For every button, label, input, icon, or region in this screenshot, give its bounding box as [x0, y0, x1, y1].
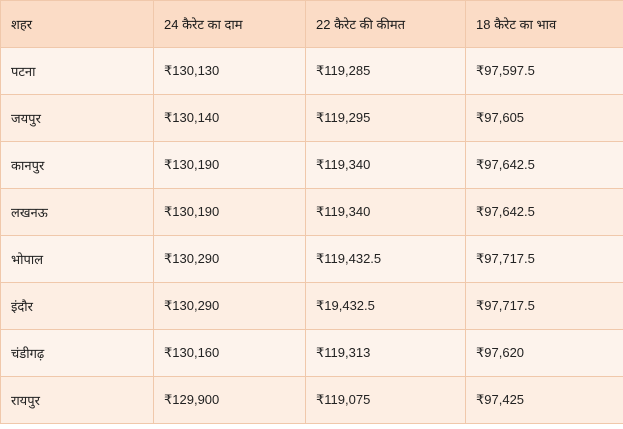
cell-rate-18k: ₹97,642.5: [466, 142, 623, 189]
column-header-18k: 18 कैरेट का भाव: [466, 1, 623, 48]
cell-rate-24k: ₹130,190: [154, 142, 306, 189]
cell-rate-22k: ₹119,340: [306, 189, 466, 236]
table-row: [1, 283, 623, 330]
cell-rate-24k: ₹130,130: [154, 48, 306, 95]
table-body: [1, 48, 623, 424]
column-header-22k: 22 कैरेट की कीमत: [306, 1, 466, 48]
table-row: [1, 142, 623, 189]
table-header-row: [1, 1, 623, 48]
cell-rate-18k: ₹97,425: [466, 377, 623, 424]
cell-rate-18k: ₹97,717.5: [466, 283, 623, 330]
cell-rate-22k: ₹119,295: [306, 95, 466, 142]
cell-rate-24k: ₹130,190: [154, 189, 306, 236]
cell-city: रायपुर: [1, 377, 154, 424]
cell-city: जयपुर: [1, 95, 154, 142]
cell-rate-18k: ₹97,642.5: [466, 189, 623, 236]
table-row: [1, 377, 623, 424]
table-row: [1, 236, 623, 283]
table-row: [1, 189, 623, 236]
cell-rate-24k: ₹130,160: [154, 330, 306, 377]
cell-rate-22k: ₹119,285: [306, 48, 466, 95]
cell-rate-18k: ₹97,717.5: [466, 236, 623, 283]
cell-rate-18k: ₹97,597.5: [466, 48, 623, 95]
cell-rate-18k: ₹97,605: [466, 95, 623, 142]
table-header: [1, 1, 623, 48]
cell-city: चंडीगढ़: [1, 330, 154, 377]
cell-rate-22k: ₹119,432.5: [306, 236, 466, 283]
cell-rate-22k: ₹119,340: [306, 142, 466, 189]
cell-rate-24k: ₹130,290: [154, 283, 306, 330]
column-header-city: शहर: [1, 1, 154, 48]
cell-city: कानपुर: [1, 142, 154, 189]
cell-city: लखनऊ: [1, 189, 154, 236]
cell-rate-24k: ₹129,900: [154, 377, 306, 424]
cell-rate-18k: ₹97,620: [466, 330, 623, 377]
cell-city: इंदौर: [1, 283, 154, 330]
table-row: [1, 48, 623, 95]
column-header-24k: 24 कैरेट का दाम: [154, 1, 306, 48]
cell-rate-22k: ₹119,075: [306, 377, 466, 424]
table-row: [1, 330, 623, 377]
cell-rate-24k: ₹130,140: [154, 95, 306, 142]
cell-city: पटना: [1, 48, 154, 95]
table-row: [1, 95, 623, 142]
cell-rate-22k: ₹19,432.5: [306, 283, 466, 330]
cell-rate-22k: ₹119,313: [306, 330, 466, 377]
cell-city: भोपाल: [1, 236, 154, 283]
cell-rate-24k: ₹130,290: [154, 236, 306, 283]
